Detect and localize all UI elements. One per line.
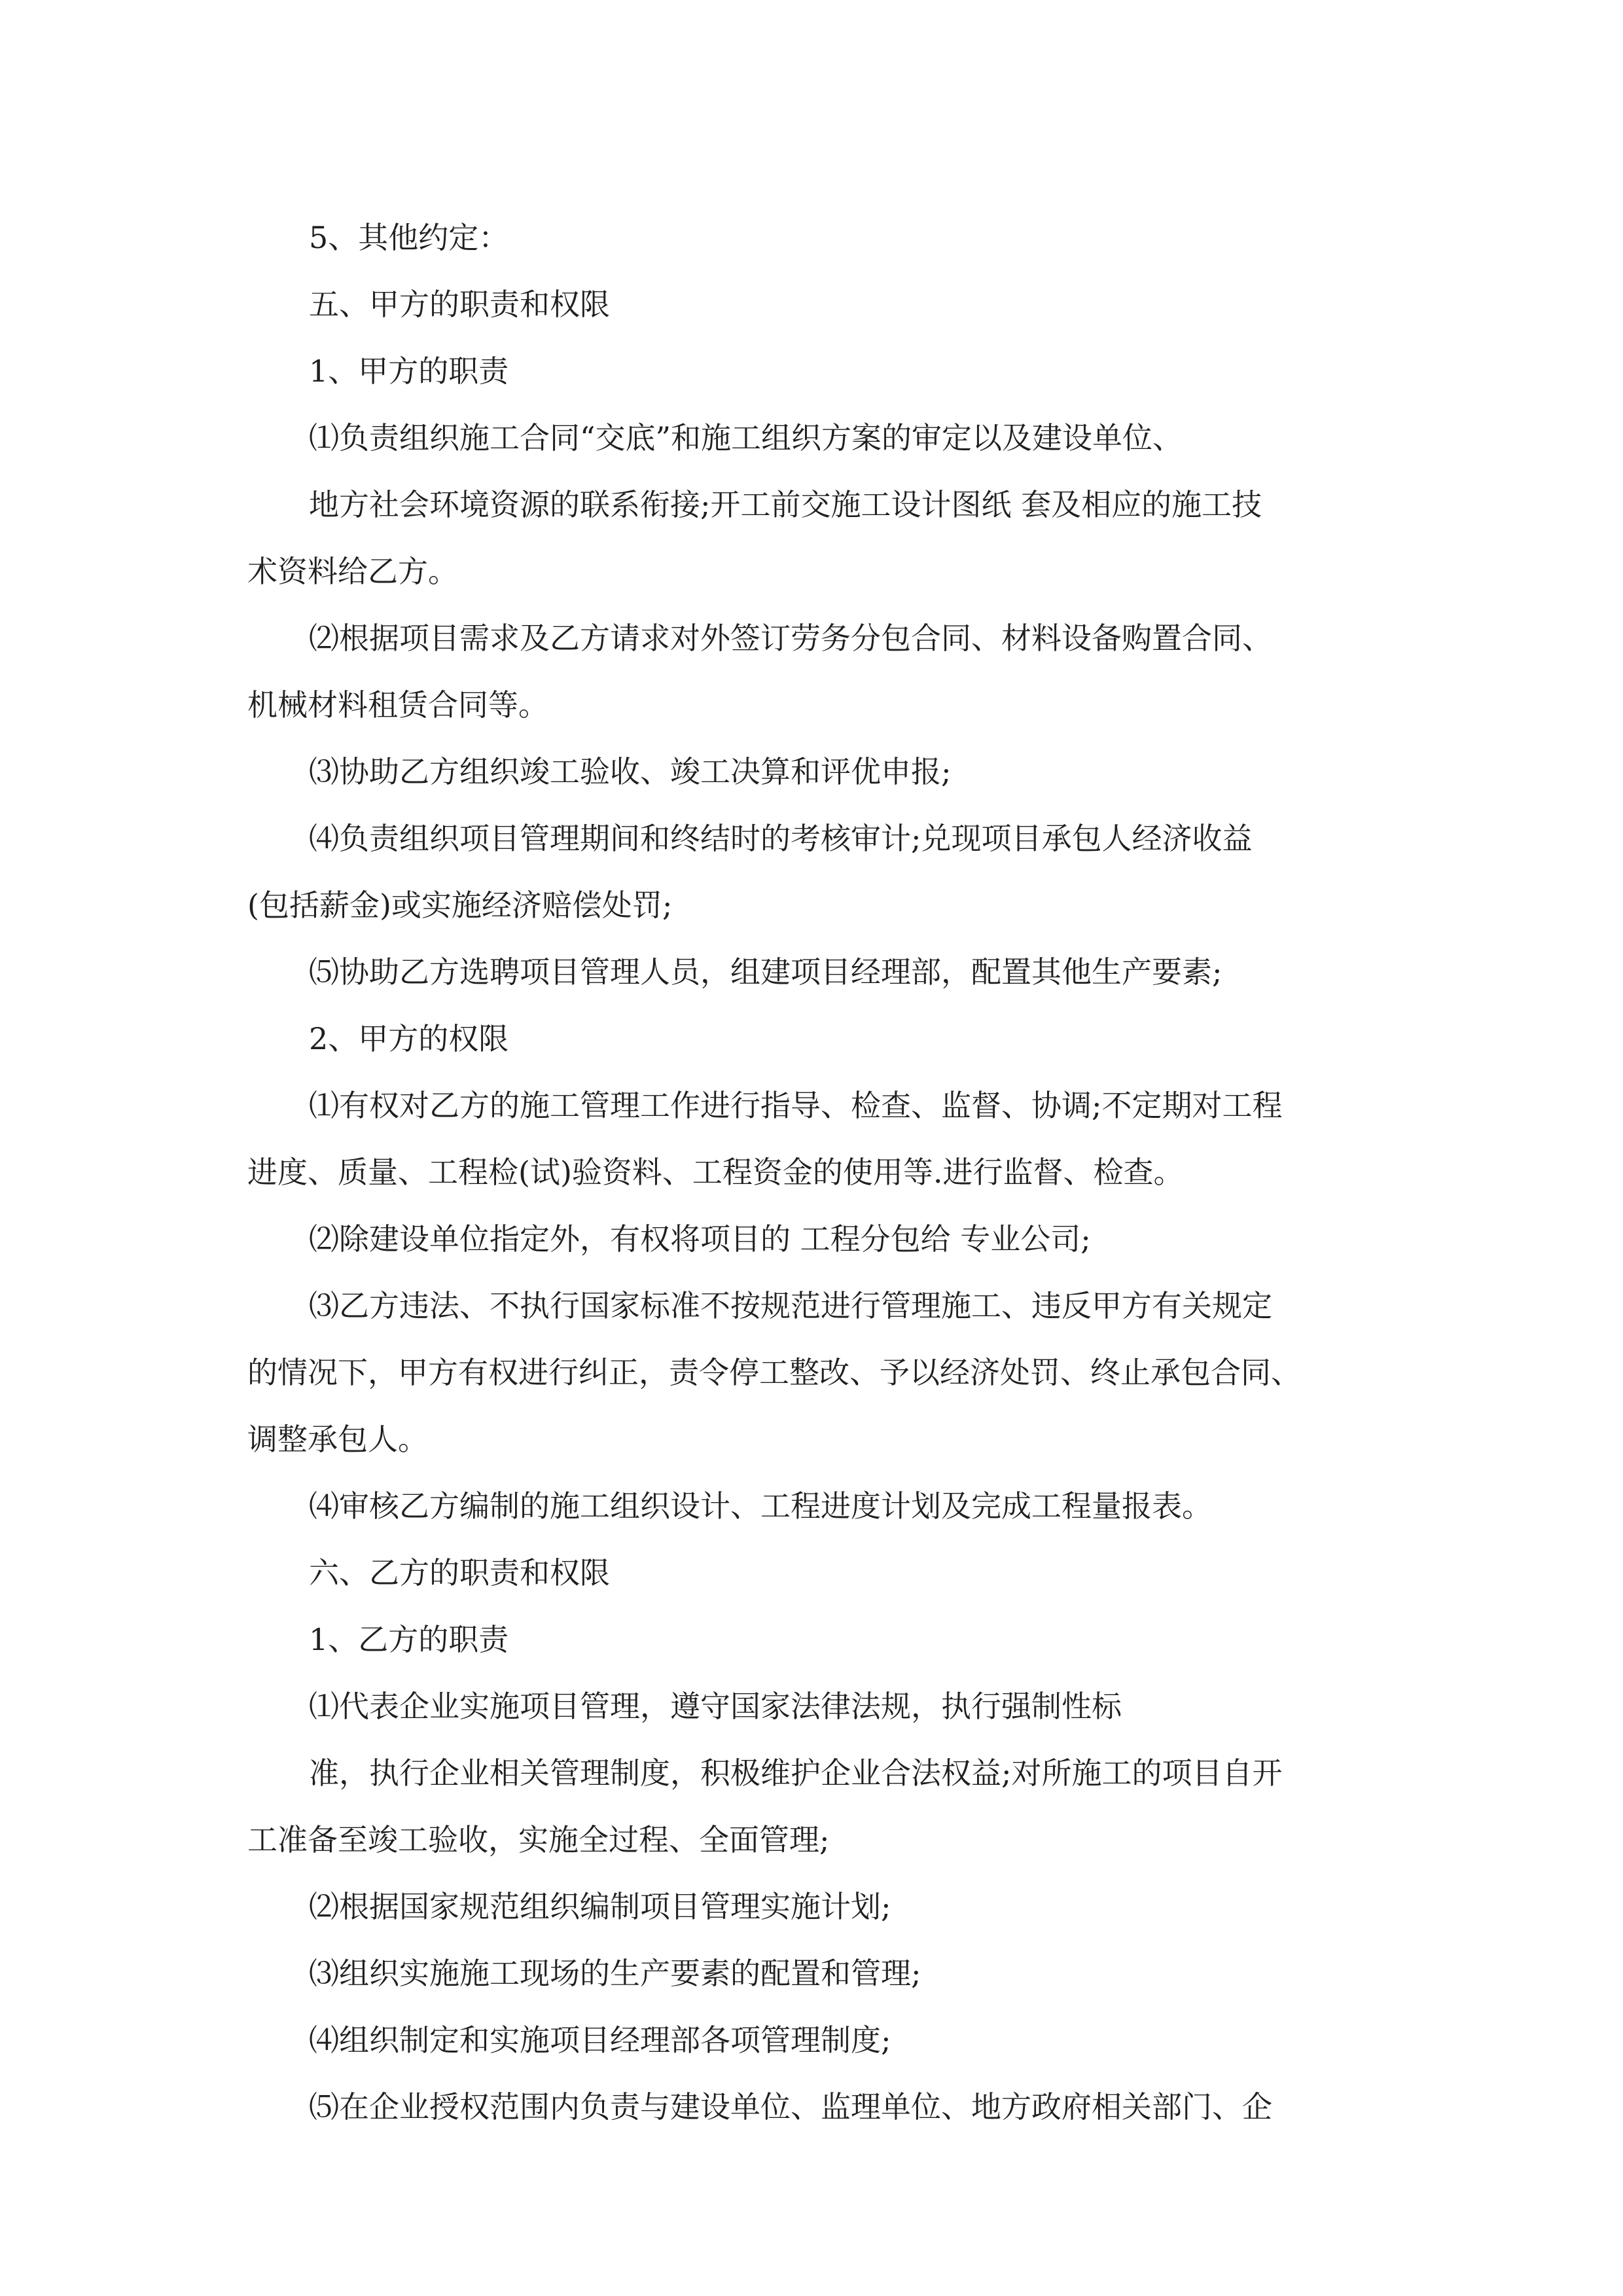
text-line: ⑴有权对乙方的施工管理工作进行指导、检查、监督、协调;不定期对工程 [309, 1088, 1283, 1123]
text-line: 地方社会环境资源的联系衔接;开工前交施工设计图纸 套及相应的施工技 [309, 487, 1262, 522]
text-line: 的情况下，甲方有权进行纠正，责令停工整改、予以经济处罚、终止承包合同、 [247, 1355, 1301, 1390]
text-line: 五、甲方的职责和权限 [309, 287, 610, 322]
text-line: ⑷组织制定和实施项目经理部各项管理制度; [309, 2022, 891, 2058]
text-line: ⑸在企业授权范围内负责与建设单位、监理单位、地方政府相关部门、企 [309, 2089, 1272, 2125]
text-line: 进度、质量、工程检(试)验资料、工程资金的使用等.进行监督、检查。 [247, 1155, 1184, 1190]
text-line: 调整承包人。 [247, 1422, 428, 1457]
text-line: ⑴负责组织施工合同“交底”和施工组织方案的审定以及建设单位、 [309, 420, 1183, 456]
text-line: 5、其他约定： [309, 220, 509, 255]
text-line: 准，执行企业相关管理制度，积极维护企业合法权益;对所施工的项目自开 [309, 1755, 1283, 1791]
text-line: ⑷负责组织项目管理期间和终结时的考核审计;兑现项目承包人经济收益 [309, 821, 1253, 856]
text-line: ⑸协助乙方选聘项目管理人员，组建项目经理部，配置其他生产要素; [309, 954, 1222, 990]
text-line: ⑴代表企业实施项目管理，遵守国家法律法规，执行强制性标 [309, 1689, 1122, 1724]
text-line: 1、甲方的职责 [309, 353, 509, 389]
text-line: ⑷审核乙方编制的施工组织设计、工程进度计划及完成工程量报表。 [309, 1488, 1212, 1524]
text-line: 机械材料租赁合同等。 [247, 687, 548, 723]
text-line: ⑶协助乙方组织竣工验收、竣工决算和评优申报; [309, 754, 952, 789]
text-line: ⑵根据项目需求及乙方请求对外签订劳务分包合同、材料设备购置合同、 [309, 620, 1272, 656]
text-line: (包括薪金)或实施经济赔偿处罚; [247, 888, 673, 923]
text-line: ⑶乙方违法、不执行国家标准不按规范进行管理施工、违反甲方有关规定 [309, 1288, 1272, 1323]
text-line: 工准备至竣工验收，实施全过程、全面管理; [247, 1822, 830, 1857]
text-line: ⑵除建设单位指定外，有权将项目的 工程分包给 专业公司; [309, 1221, 1091, 1257]
text-line: 2、甲方的权限 [309, 1021, 509, 1056]
text-line: 六、乙方的职责和权限 [309, 1555, 610, 1590]
document-body [247, 204, 1387, 2140]
text-line: 1、乙方的职责 [309, 1622, 509, 1657]
text-line: 术资料给乙方。 [247, 554, 458, 589]
text-line: ⑵根据国家规范组织编制项目管理实施计划; [309, 1889, 891, 1924]
text-line: ⑶组织实施施工现场的生产要素的配置和管理; [309, 1956, 921, 1991]
